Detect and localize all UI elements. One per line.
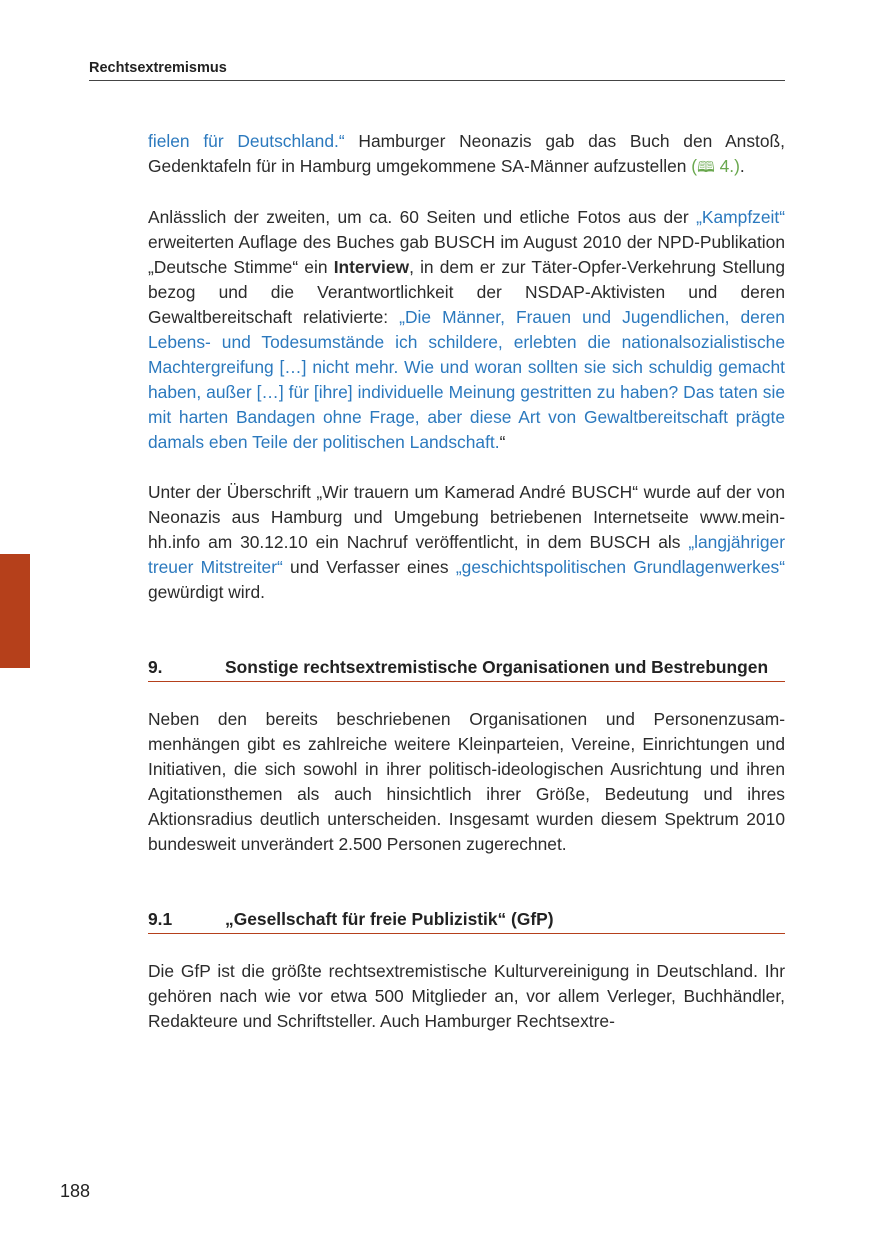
book-icon: 🕮 [697, 159, 715, 176]
quote-text: „Die Männer, Frauen und Jugendlichen, deren Lebens- und Todesumstände ich schildere, erlebten die nationalsozialistische Machtergreifung […] nicht mehr. Wie und woran sollten sie sich schuldig gemacht haben, außer […] für [ihre] individuelle Meinung gestritten zu haben? Das taten sie mit harten Bandagen ohne Frage, aber diese Art von Gewaltbereitschaft prägte damals eben Teile der politischen Landschaft. [148, 307, 785, 452]
quote-text: „Kampfzeit“ [696, 207, 785, 227]
paragraph-1: fielen für Deutschland.“ Hamburger Neonazis gab das Buch den Anstoß, Gedenktafeln für in Hamburg umgekommene SA-Männer aufzustellen (🕮 4.). [148, 131, 785, 176]
section-number: 9.1 [148, 909, 173, 929]
page-content [148, 129, 785, 1059]
paragraph-4: Neben den bereits beschriebenen Organisationen und Personenzusammenhängen gibt es zahlreiche weitere Kleinparteien, Vereine, Einrichtungen und Initiativen, die sich sowohl in ihrer politisch-ideologischen Ausrichtung und ihren Agitationsthemen als auch hinsichtlich ihrer Größe, Bedeutung und ihres Aktionsradius deutlich unterscheiden. Insgesamt wurden diesem Spektrum 2010 bundesweit unverändert 2.500 Personen zugerechnet. [148, 709, 785, 854]
paragraph-2: Anlässlich der zweiten, um ca. 60 Seiten und etliche Fotos aus der „Kampfzeit“ erweiterten Auflage des Buches gab BUSCH im August 2010 der NPD-Publikation „Deutsche Stimme“ ein Interview, in dem er zur Täter-Opfer-Verkehrung Stellung bezog und die Verantwortlichkeit der NSDAP-Aktivisten und deren Gewaltbereitschaft relativierte: „Die Männer, Frauen und Jugendlichen, deren Lebens- und Todesumstände ich schildere, erlebten die nationalsozialistische Machtergreifung […] nicht mehr. Wie und woran sollten sie sich schuldig gemacht haben, außer […] für [ihre] individuelle Meinung gestritten zu haben? Das taten sie mit harten Bandagen ohne Frage, aber diese Art von Gewaltbereitschaft prägte damals eben Teile der politischen Landschaft.“ [148, 207, 785, 452]
bold-term: Interview [333, 257, 410, 277]
section-heading-9-1 [148, 907, 785, 934]
quote-text: „geschichtspolitischen Grundlagenwerkes“ [455, 557, 785, 577]
section-title: Sonstige rechtsextremistische Organisationen und Bestrebungen [225, 657, 769, 677]
page-number: 188 [60, 1181, 91, 1201]
chapter-tab-marker [0, 554, 30, 668]
section-heading-9 [148, 655, 785, 682]
cross-reference-link[interactable]: (🕮 4.) [691, 156, 740, 176]
paragraph-3: Unter der Überschrift „Wir trauern um Kamerad André BUSCH“ wurde auf der von Neonazis aus Hamburg und Umgebung betriebenen Internetseite www.mein-hh.info am 30.12.10 ein Nachruf veröffentlicht, in dem BUSCH als „langjähriger treuer Mitstreiter“ und Verfasser eines „geschichtspolitischen Grundlagenwerkes“ gewürdigt wird. [148, 482, 785, 602]
section-number: 9. [148, 657, 163, 677]
paragraph-5: Die GfP ist die größte rechtsextremistische Kulturvereinigung in Deutschland. Ihr gehören nach wie vor etwa 500 Mitglieder an, vor allem Verleger, Buchhändler, Redakteure und Schriftsteller. Auch Hamburger Rechtsextre- [148, 961, 785, 1031]
quote-text: „langjähriger treuer Mitstreiter“ [148, 532, 785, 577]
section-title: „Gesellschaft für freie Publizistik“ (GfP) [225, 909, 554, 929]
quote-text: fielen für Deutschland.“ [148, 131, 345, 151]
running-header: Rechtsextremismus [89, 60, 785, 81]
